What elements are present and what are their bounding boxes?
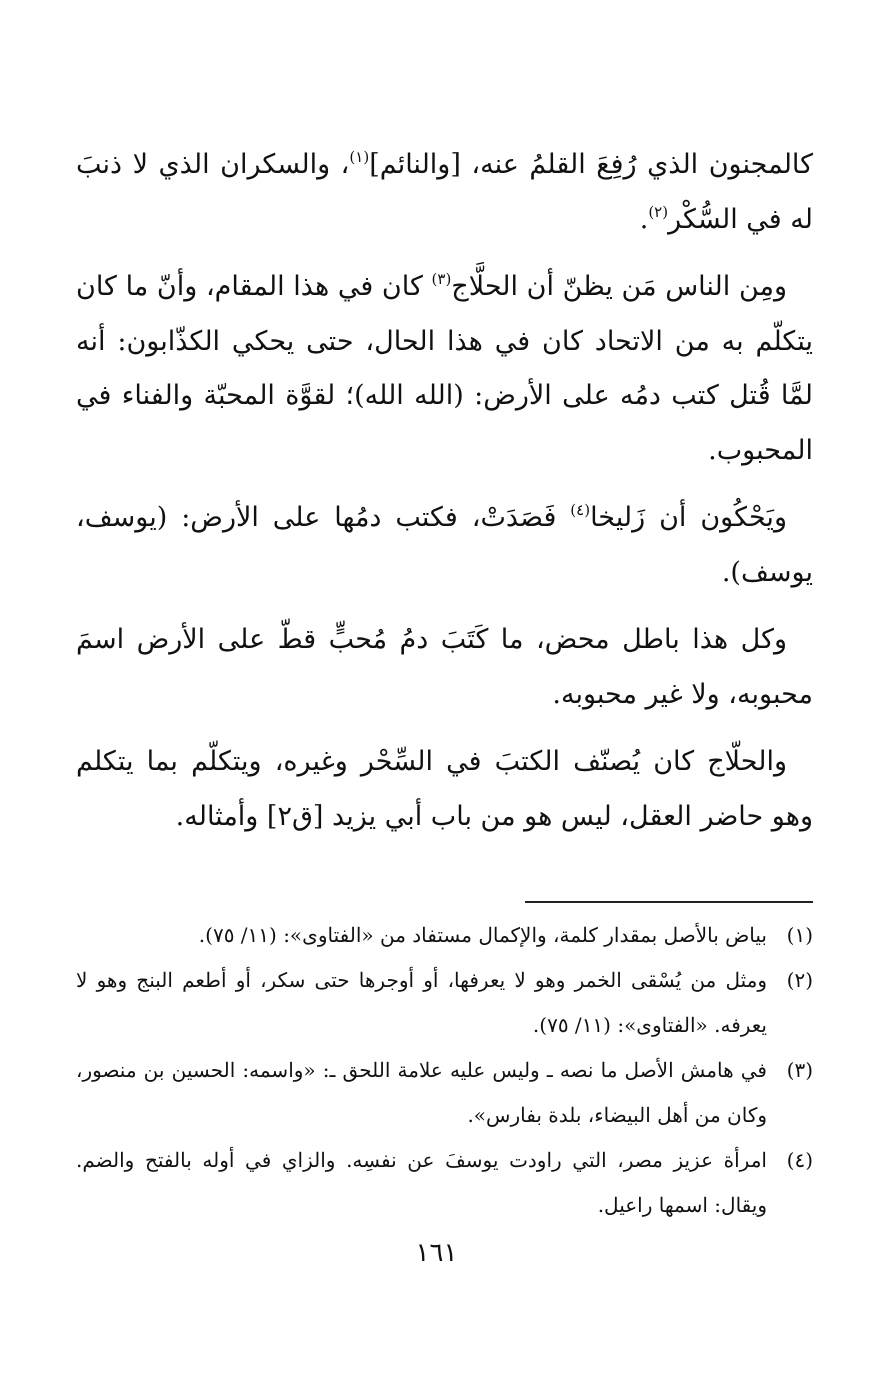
paragraph <box>76 138 813 247</box>
footnote-text: امرأة عزيز مصر، التي راودت يوسفَ عن نفسِه. والزاي في أوله بالفتح والضم. ويقال: اسمها راعيل. <box>76 1148 767 1217</box>
footnotes <box>76 913 813 1228</box>
paragraph <box>76 491 813 600</box>
paragraph <box>76 613 813 722</box>
footnote <box>76 1048 813 1138</box>
text-segment: . <box>639 203 649 235</box>
text-segment: ويَحْكُون أن زَليخا <box>590 502 787 533</box>
text-segment: والحلّاج كان يُصنّف الكتبَ في السِّحْر وغيره، ويتكلّم بما يتكلم وهو حاضر العقل، ليس هو من باب أبي يزيد [ق٢] وأمثاله. <box>76 746 813 832</box>
text-segment: فَصَدَتْ، فكتب دمُها على الأرض: (يوسف، يوسف). <box>76 502 813 588</box>
footnote-number: (٢) <box>786 968 813 992</box>
text-segment: كان في هذا المقام، وأنّ ما كان يتكلّم به من الاتحاد كان في هذا الحال، حتى يحكي الكذّابون: أنه لمَّا قُتل كتب دمُه على الأرض: (الله الله)؛ لقوَّة المحبّة والفناء في المحبوب. <box>76 271 813 466</box>
footnote <box>76 958 813 1048</box>
page-number: ١٦١ <box>415 1238 458 1268</box>
footnote <box>76 1138 813 1228</box>
main-text <box>76 138 813 857</box>
footnote-ref: (٢) <box>648 202 669 221</box>
footnote-text: ومثل من يُسْقى الخمر وهو لا يعرفها، أو أوجرها حتى سكر، أو أطعم البنج وهو لا يعرفه. «الفتاوى»: (١١/ ٧٥). <box>76 968 767 1037</box>
footnote <box>76 913 813 958</box>
paragraph <box>76 735 813 844</box>
footnote-ref: (١) <box>349 148 370 166</box>
footnote-divider <box>525 901 813 903</box>
text-segment: ، والسكران الذي لا ذنبَ له في السُّكْر <box>76 149 813 235</box>
paragraph <box>76 260 813 478</box>
footnote-number: (٤) <box>786 1148 813 1172</box>
footnote-ref: (٤) <box>570 501 591 519</box>
footnote-number: (١) <box>786 923 813 947</box>
footnote-ref: (٣) <box>431 270 452 288</box>
footnote-number: (٣) <box>786 1058 813 1082</box>
footnote-text: في هامش الأصل ما نصه ـ وليس عليه علامة اللحق ـ: «واسمه: الحسين بن منصور، وكان من أهل البيضاء، بلدة بفارس». <box>76 1058 767 1127</box>
footnote-text: بياض بالأصل بمقدار كلمة، والإكمال مستفاد من «الفتاوى»: (١١/ ٧٥). <box>198 923 767 947</box>
text-segment: وكل هذا باطل محض، ما كَتَبَ دمُ مُحبٍّ قطّ على الأرض اسمَ محبوبه، ولا غير محبوبه. <box>76 624 813 710</box>
text-segment: ومِن الناس مَن يظنّ أن الحلَّاج <box>451 271 787 302</box>
text-segment: كالمجنون الذي رُفِعَ القلمُ عنه، [والنائم] <box>369 149 813 180</box>
